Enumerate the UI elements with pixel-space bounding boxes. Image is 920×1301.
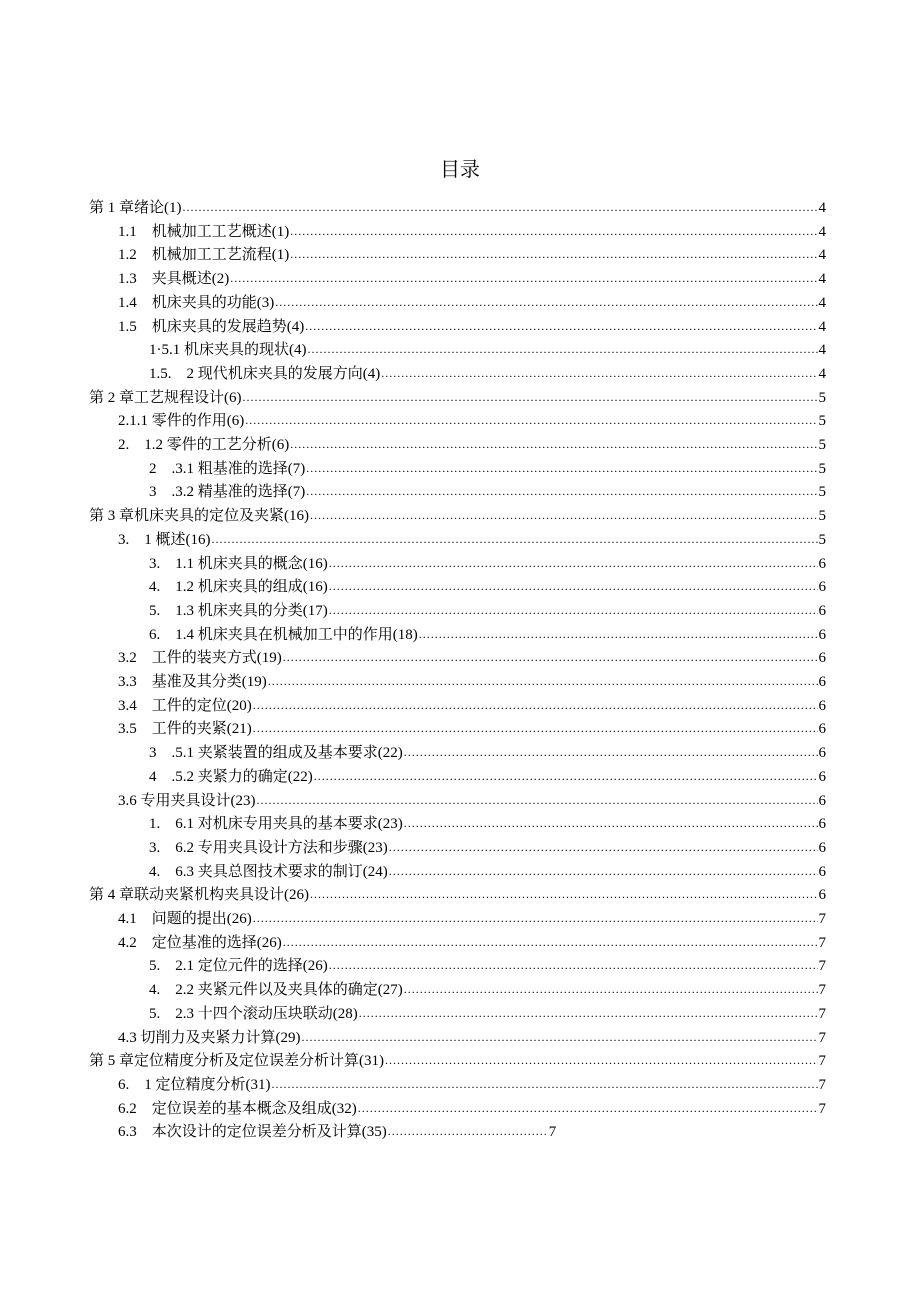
toc-entry-page-number: 5	[818, 413, 826, 429]
toc-entry-label: 3 .3.2 精基准的选择(7)	[149, 484, 306, 500]
toc-entry-label: 5. 2.1 定位元件的选择(26)	[149, 958, 328, 974]
toc-entry-label: 6.3 本次设计的定位误差分析及计算(35)	[118, 1124, 387, 1140]
toc-entry-label: 1.3 夹具概述(2)	[118, 271, 230, 287]
toc-entry-label: 第 4 章联动夹紧机构夹具设计(26)	[89, 887, 309, 903]
toc-dot-leader	[275, 293, 817, 311]
toc-entry[interactable]	[118, 434, 826, 456]
toc-entry[interactable]	[89, 884, 826, 906]
toc-entry-page-number: 6	[818, 698, 826, 714]
toc-entry-page-number: 7	[818, 1101, 826, 1117]
toc-dot-leader	[305, 317, 817, 335]
toc-entry-label: 5. 1.3 机床夹具的分类(17)	[149, 603, 328, 619]
toc-entry[interactable]	[149, 837, 826, 859]
toc-entry[interactable]	[118, 908, 826, 930]
toc-entry-page-number: 7	[818, 1030, 826, 1046]
toc-entry[interactable]	[118, 221, 826, 243]
toc-entry-page-number: 4	[818, 224, 826, 240]
toc-dot-leader	[404, 743, 818, 761]
toc-entry-label: 1.4 机床夹具的功能(3)	[118, 295, 275, 311]
toc-dot-leader	[389, 862, 818, 880]
toc-entry-label: 1.5. 2 现代机床夹具的发展方向(4)	[149, 366, 381, 382]
toc-dot-leader	[310, 885, 818, 903]
toc-entry[interactable]	[118, 790, 826, 812]
toc-dot-leader	[290, 435, 817, 453]
toc-entry[interactable]	[89, 197, 826, 219]
toc-entry-label: 4. 1.2 机床夹具的组成(16)	[149, 579, 328, 595]
toc-entry-page-number: 7	[818, 935, 826, 951]
toc-entry-page-number: 4	[818, 200, 826, 216]
toc-dot-leader	[308, 340, 818, 358]
toc-entry-label: 1.5 机床夹具的发展趋势(4)	[118, 319, 305, 335]
toc-entry[interactable]	[149, 624, 826, 646]
toc-entry-label: 3. 1.1 机床夹具的概念(16)	[149, 556, 328, 572]
toc-dot-leader	[268, 672, 818, 690]
toc-entry-page-number: 6	[818, 887, 826, 903]
toc-dot-leader	[290, 245, 817, 263]
toc-dot-leader	[306, 482, 817, 500]
toc-entry-page-number: 4	[818, 366, 826, 382]
toc-entry[interactable]	[118, 671, 826, 693]
toc-entry-label: 3.3 基准及其分类(19)	[118, 674, 267, 690]
toc-entry-label: 2.1.1 零件的作用(6)	[118, 413, 245, 429]
toc-entry[interactable]	[118, 932, 826, 954]
toc-entry-page-number: 7	[818, 1077, 826, 1093]
toc-entry-page-number: 7	[818, 1053, 826, 1069]
toc-entry-page-number: 7	[548, 1124, 557, 1140]
toc-dot-leader	[245, 411, 817, 429]
toc-entry-page-number: 7	[818, 958, 826, 974]
toc-entry[interactable]	[149, 576, 826, 598]
toc-dot-leader	[359, 1004, 818, 1022]
toc-entry-page-number: 7	[818, 982, 826, 998]
toc-entry-label: 4.3 切削力及夹紧力计算(29)	[118, 1030, 301, 1046]
toc-entry[interactable]	[89, 387, 826, 409]
toc-entry[interactable]	[149, 481, 826, 503]
toc-dot-leader	[230, 269, 817, 287]
toc-entry-page-number: 6	[818, 579, 826, 595]
toc-entry-label: 1.2 机械加工工艺流程(1)	[118, 247, 290, 263]
toc-dot-leader	[283, 648, 818, 666]
toc-dot-leader	[381, 364, 817, 382]
toc-entry-page-number: 4	[818, 271, 826, 287]
toc-entry-page-number: 6	[818, 745, 826, 761]
toc-entry-page-number: 5	[818, 532, 826, 548]
toc-dot-leader	[183, 198, 818, 216]
toc-entry-label: 5. 2.3 十四个滚动压块联动(28)	[149, 1006, 358, 1022]
toc-entry-page-number: 7	[818, 1006, 826, 1022]
toc-entry-label: 3.2 工件的装夹方式(19)	[118, 650, 282, 666]
toc-entry[interactable]	[118, 244, 826, 266]
toc-entry-page-number: 6	[818, 840, 826, 856]
toc-dot-leader	[329, 601, 818, 619]
toc-entry[interactable]	[118, 268, 826, 290]
toc-entry-page-number: 6	[818, 793, 826, 809]
toc-dot-leader	[253, 909, 818, 927]
toc-dot-leader	[329, 577, 818, 595]
toc-entry[interactable]	[118, 647, 826, 669]
toc-entry[interactable]	[118, 292, 826, 314]
toc-entry-label: 3. 1 概述(16)	[118, 532, 211, 548]
toc-entry[interactable]	[149, 955, 826, 977]
toc-entry-page-number: 6	[818, 769, 826, 785]
toc-entry-label: 6. 1.4 机床夹具在机械加工中的作用(18)	[149, 627, 418, 643]
toc-entry[interactable]	[118, 1074, 826, 1096]
toc-entry-label: 3. 6.2 专用夹具设计方法和步骤(23)	[149, 840, 388, 856]
toc-entry[interactable]	[149, 979, 826, 1001]
toc-entry-page-number: 4	[818, 319, 826, 335]
toc-entry-page-number: 5	[818, 484, 826, 500]
toc-entry-page-number: 5	[818, 437, 826, 453]
toc-entry-label: 4. 6.3 夹具总图技术要求的制订(24)	[149, 864, 388, 880]
page-title: 目录	[440, 159, 480, 181]
toc-entry[interactable]	[149, 363, 826, 385]
toc-entry[interactable]	[149, 1003, 826, 1025]
toc-dot-leader	[329, 554, 818, 572]
toc-entry[interactable]	[89, 1050, 826, 1072]
toc-dot-leader	[404, 814, 818, 832]
toc-entry[interactable]	[118, 718, 826, 740]
toc-dot-leader	[253, 696, 818, 714]
toc-entry-page-number: 6	[818, 721, 826, 737]
toc-dot-leader	[389, 838, 818, 856]
toc-entry-label: 4 .5.2 夹紧力的确定(22)	[149, 769, 313, 785]
toc-entry-label: 4.2 定位基准的选择(26)	[118, 935, 282, 951]
toc-entry-label: 1.1 机械加工工艺概述(1)	[118, 224, 290, 240]
toc-dot-leader	[358, 1099, 818, 1117]
toc-entry-page-number: 4	[818, 295, 826, 311]
toc-entry[interactable]	[149, 861, 826, 883]
toc-entry-page-number: 7	[818, 911, 826, 927]
toc-dot-leader	[290, 222, 817, 240]
toc-entry-label: 第 3 章机床夹具的定位及夹紧(16)	[89, 508, 309, 524]
toc-entry-page-number: 4	[818, 342, 826, 358]
toc-dot-leader	[329, 956, 818, 974]
toc-dot-leader	[404, 980, 818, 998]
toc-entry[interactable]	[118, 695, 826, 717]
toc-entry-page-number: 5	[818, 461, 826, 477]
toc-dot-leader	[257, 791, 818, 809]
toc-dot-leader	[314, 767, 818, 785]
toc-entry-label: 第 1 章绪论(1)	[89, 200, 182, 216]
toc-entry-label: 1. 6.1 对机床专用夹具的基本要求(23)	[149, 816, 403, 832]
toc-entry-label: 第 5 章定位精度分析及定位误差分析计算(31)	[89, 1053, 384, 1069]
toc-entry[interactable]	[118, 410, 826, 432]
toc-entry-label: 第 2 章工艺规程设计(6)	[89, 390, 242, 406]
toc-dot-leader	[243, 388, 818, 406]
toc-entry-label: 2 .3.1 粗基准的选择(7)	[149, 461, 306, 477]
toc-entry-page-number: 6	[818, 674, 826, 690]
toc-entry-page-number: 6	[818, 864, 826, 880]
toc-entry[interactable]	[149, 458, 826, 480]
toc-entry-page-number: 6	[818, 650, 826, 666]
toc-dot-leader	[310, 506, 818, 524]
toc-entry-label: 3.6 专用夹具设计(23)	[118, 793, 256, 809]
toc-dot-leader	[306, 459, 817, 477]
toc-entry[interactable]	[118, 1027, 826, 1049]
toc-entry-page-number: 6	[818, 603, 826, 619]
toc-entry[interactable]	[149, 742, 826, 764]
toc-entry-page-number: 6	[818, 627, 826, 643]
toc-entry-label: 6.2 定位误差的基本概念及组成(32)	[118, 1101, 357, 1117]
toc-entry-page-number: 5	[818, 508, 826, 524]
toc-entry-label: 3.5 工件的夹紧(21)	[118, 721, 252, 737]
toc-entry[interactable]	[118, 529, 826, 551]
toc-dot-leader	[283, 933, 818, 951]
toc-entry[interactable]	[149, 553, 826, 575]
toc-entry[interactable]	[149, 766, 826, 788]
toc-dot-leader	[272, 1075, 818, 1093]
toc-entry-label: 4.1 问题的提出(26)	[118, 911, 252, 927]
toc-entry-label: 1·5.1 机床夹具的现状(4)	[149, 342, 307, 358]
toc-dot-leader	[253, 719, 818, 737]
toc-entry[interactable]	[89, 505, 826, 527]
toc-entry-label: 2. 1.2 零件的工艺分析(6)	[118, 437, 290, 453]
toc-dot-leader	[302, 1028, 818, 1046]
toc-dot-leader	[385, 1051, 818, 1069]
toc-entry[interactable]	[149, 813, 826, 835]
toc-entry[interactable]	[149, 600, 826, 622]
toc-entry-label: 3 .5.1 夹紧装置的组成及基本要求(22)	[149, 745, 403, 761]
toc-entry-page-number: 5	[818, 390, 826, 406]
toc-entry[interactable]	[149, 339, 826, 361]
toc-entry[interactable]	[118, 316, 826, 338]
toc-entry-label: 6. 1 定位精度分析(31)	[118, 1077, 271, 1093]
toc-entry-page-number: 4	[818, 247, 826, 263]
toc-dot-leader	[419, 625, 818, 643]
toc-entry-page-number: 6	[818, 556, 826, 572]
toc-entry[interactable]	[118, 1121, 556, 1143]
toc-dot-leader	[388, 1122, 548, 1140]
toc-entry[interactable]	[118, 1098, 826, 1120]
toc-dot-leader	[212, 530, 818, 548]
toc-entry-page-number: 6	[818, 816, 826, 832]
toc-entry-label: 4. 2.2 夹紧元件以及夹具体的确定(27)	[149, 982, 403, 998]
toc-entry-label: 3.4 工件的定位(20)	[118, 698, 252, 714]
